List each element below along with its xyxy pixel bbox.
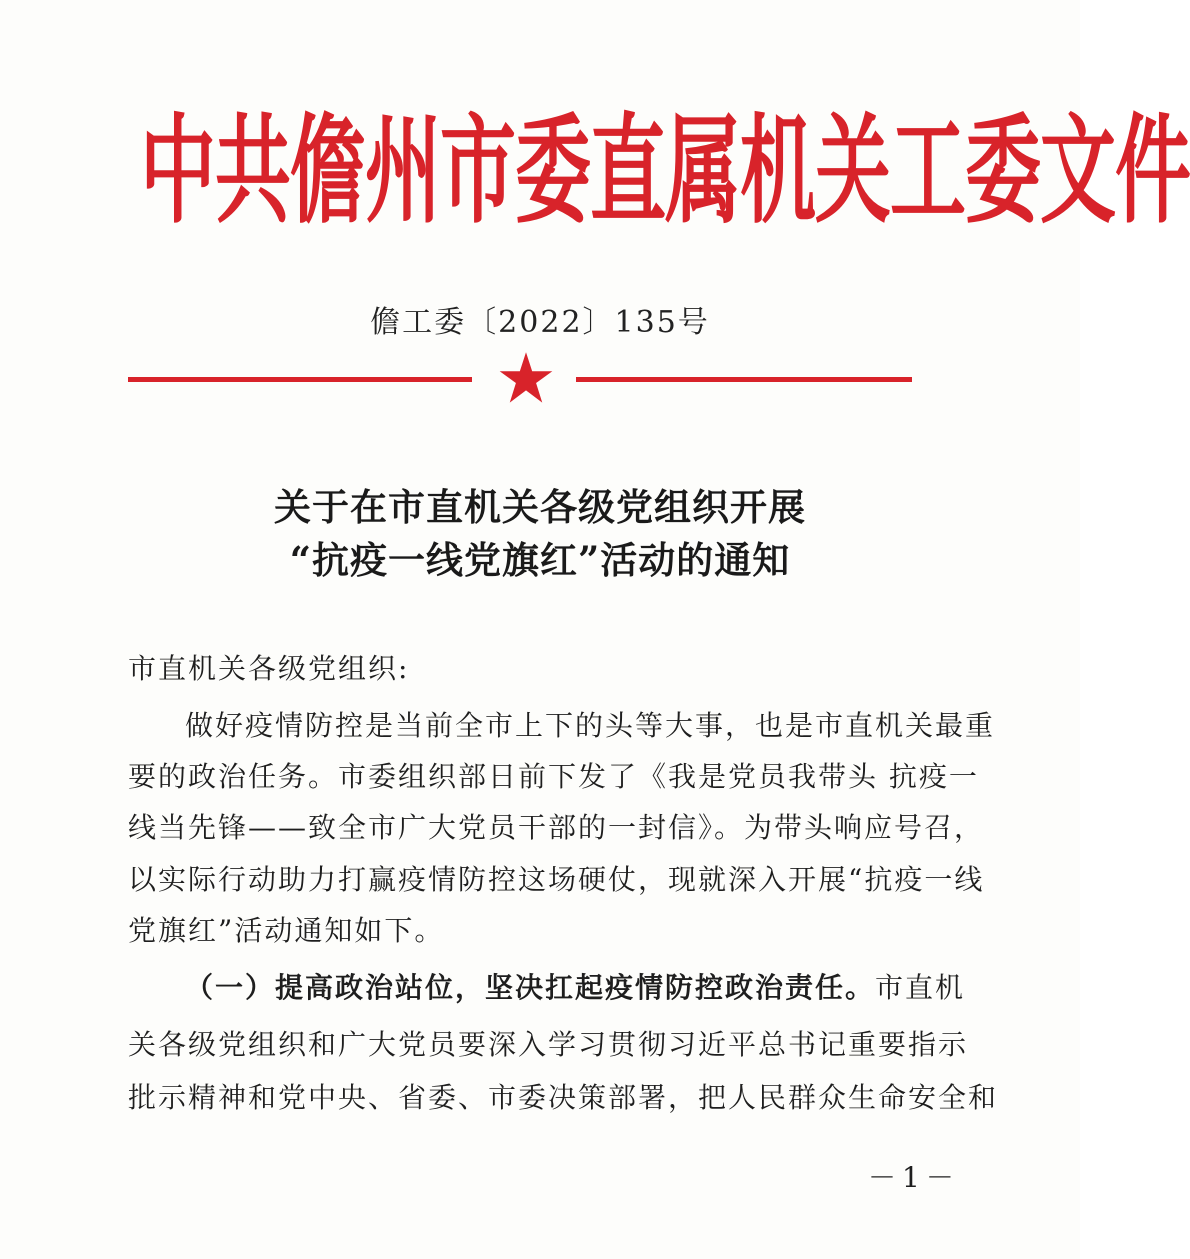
section-1-first-line (185, 966, 965, 1006)
star-icon (498, 350, 554, 406)
paragraph-1-line: 要的政治任务。市委组织部日前下发了《我是党员我带头 抗疫一 (128, 760, 979, 793)
red-rule-right (576, 377, 912, 382)
masthead-title: 中共儋州市委直属机关工委文件 (140, 101, 1190, 240)
paragraph-1-line: 做好疫情防控是当前全市上下的头等大事，也是市直机关最重 (185, 709, 996, 742)
page-number: －1－ (868, 1161, 960, 1194)
section-1-heading: （一）提高政治站位，坚决扛起疫情防控政治责任。 (185, 971, 876, 1004)
notice-title-line-1: 关于在市直机关各级党组织开展 (274, 485, 806, 529)
paragraph-1-line: 线当先锋——致全市广大党员干部的一封信》。为带头响应号召， (128, 811, 985, 844)
section-1-heading-tail: 市直机 (875, 971, 966, 1004)
red-rule-left (128, 377, 472, 382)
salutation: 市直机关各级党组织: (128, 652, 410, 685)
paragraph-1-line: 以实际行动助力打赢疫情防控这场硬仗，现就深入开展“抗疫一线 (128, 863, 985, 896)
document-number: 儋工委〔2022〕135号 (370, 305, 710, 340)
notice-title-line-2: “抗疫一线党旗红”活动的通知 (289, 538, 791, 582)
section-1-line: 批示精神和党中央、省委、市委决策部署，把人民群众生命安全和 (128, 1081, 999, 1114)
paragraph-1-line: 党旗红”活动通知如下。 (128, 914, 445, 947)
section-1-line: 关各级党组织和广大党员要深入学习贯彻习近平总书记重要指示 (128, 1028, 969, 1061)
